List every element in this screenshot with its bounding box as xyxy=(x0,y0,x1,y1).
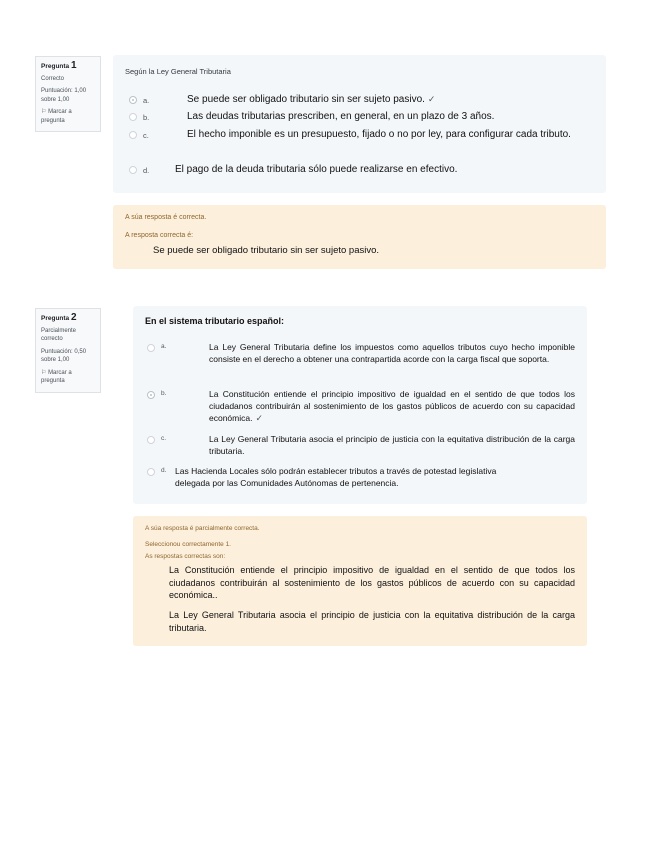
question-1-formulation xyxy=(113,55,606,193)
option-d-letter: d. xyxy=(161,467,167,474)
option-a-letter: a. xyxy=(161,343,167,350)
flag-icon: ⚐ xyxy=(41,109,47,115)
question-1-info xyxy=(35,56,101,132)
option-b-radio[interactable] xyxy=(147,391,155,399)
correct-check-icon: ✓ xyxy=(427,94,436,104)
feedback-status: A súa resposta é parcialmente correcta. xyxy=(145,525,260,532)
option-b-letter: b. xyxy=(143,113,150,122)
question-state: Parcialmente correcto xyxy=(41,327,77,342)
question-2-formulation xyxy=(133,306,587,504)
feedback-right-label: As respostas correctas son: xyxy=(145,553,226,560)
option-a-radio[interactable] xyxy=(147,344,155,352)
option-c-letter: c. xyxy=(161,435,167,442)
feedback-right-answer-1: La Constitución entiende el principio impositivo de igualdad en el sentido de que todos los ciudadanos contribuirán al sostenimiento de los gastos públicos de acuerdo con su capacidad económica.. xyxy=(169,565,575,600)
flag-question-link[interactable]: ⚐ Marcar a pregunta xyxy=(41,369,72,384)
option-a-radio[interactable] xyxy=(129,96,137,104)
option-d[interactable]: El pago de la deuda tributaria sólo puede realizarse en efectivo. xyxy=(175,164,458,175)
question-number: Pregunta 2 xyxy=(41,312,77,323)
question-1-text: Según la Ley General Tributaria xyxy=(125,67,231,76)
option-c-radio[interactable] xyxy=(147,436,155,444)
question-2-info xyxy=(35,308,101,393)
feedback-selected: Seleccionou correctamente 1. xyxy=(145,541,231,548)
option-a[interactable]: La Ley General Tributaria define los impuestos como aquellos tributos cuyo hecho imponible consiste en el derecho a obtener una contrapartida acorde con la carga fiscal que soporta. xyxy=(209,342,575,364)
option-a-letter: a. xyxy=(143,96,150,105)
option-c-radio[interactable] xyxy=(129,131,137,139)
question-grade: Puntuación: 1,00 sobre 1,00 xyxy=(41,88,87,103)
option-b-letter: b. xyxy=(161,390,167,397)
feedback-right-label: A resposta correcta é: xyxy=(125,232,194,239)
option-c-letter: c. xyxy=(143,131,149,140)
flag-icon: ⚐ xyxy=(41,369,47,376)
option-c[interactable]: El hecho imponible es un presupuesto, fijado o no por ley, para configurar cada tributo. xyxy=(187,129,571,140)
feedback-status: A súa resposta é correcta. xyxy=(125,214,207,221)
option-c[interactable]: La Ley General Tributaria asocia el principio de justicia con la equitativa distribución de la carga tributaria. xyxy=(209,434,575,456)
option-a[interactable]: Se puede ser obligado tributario sin ser sujeto pasivo. ✓ xyxy=(187,94,436,105)
option-b[interactable]: Las deudas tributarias prescriben, en general, en un plazo de 3 años. xyxy=(187,111,495,122)
option-b[interactable]: La Constitución entiende el principio impositivo de igualdad en el sentido de que todos los ciudadanos contribuirán al sostenimiento de los gastos públicos de acuerdo con su capacidad económica. ✓ xyxy=(209,389,575,423)
question-state: Correcto xyxy=(41,75,65,82)
question-number: Pregunta 1 xyxy=(41,60,77,71)
question-1-feedback xyxy=(113,205,606,269)
option-d-letter: d. xyxy=(143,166,150,175)
option-d-radio[interactable] xyxy=(129,166,137,174)
question-grade: Puntuación: 0,50 sobre 1,00 xyxy=(41,348,87,363)
option-d[interactable]: Las Hacienda Locales sólo podrán establecer tributos a través de potestad legislativa delegada por las Comunidades Autónomas de pertenencia. xyxy=(175,466,497,488)
feedback-right-answer: Se puede ser obligado tributario sin ser sujeto pasivo. xyxy=(153,245,380,256)
option-d-radio[interactable] xyxy=(147,468,155,476)
feedback-right-answer-2: La Ley General Tributaria asocia el principio de justicia con la equitativa distribución de la carga tributaria. xyxy=(169,610,575,633)
flag-question-link[interactable]: ⚐ Marcar a pregunta xyxy=(41,109,72,124)
option-b-radio[interactable] xyxy=(129,113,137,121)
correct-check-icon: ✓ xyxy=(255,413,264,423)
question-2-feedback xyxy=(133,516,587,646)
question-2-text: En el sistema tributario español: xyxy=(145,316,285,326)
